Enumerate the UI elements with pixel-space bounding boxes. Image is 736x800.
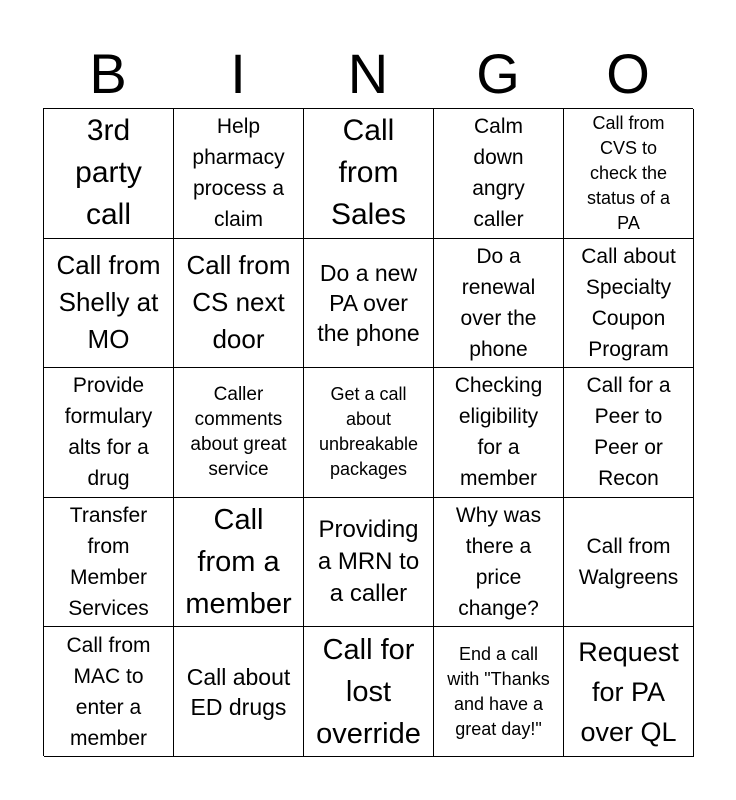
bingo-cell[interactable]	[434, 368, 564, 498]
bingo-cell[interactable]	[564, 498, 694, 628]
bingo-cell[interactable]	[564, 239, 694, 369]
bingo-cell[interactable]	[44, 239, 174, 369]
bingo-cell[interactable]	[564, 627, 694, 757]
cell-text: Call about ED drugs	[186, 663, 291, 720]
bingo-cell[interactable]	[44, 368, 174, 498]
bingo-cell[interactable]	[434, 498, 564, 628]
bingo-cell[interactable]	[174, 368, 304, 498]
cell-text: Call about Specialty Coupon Program	[581, 244, 676, 361]
cell-text: Providing a MRN to a caller	[317, 516, 420, 608]
bingo-cell[interactable]	[174, 239, 304, 369]
header-letter-g: G	[476, 42, 520, 105]
cell-text: Why was there a price change?	[455, 504, 542, 621]
bingo-cell[interactable]	[174, 109, 304, 239]
cell-text: 3rd party call	[75, 114, 142, 232]
cell-text: Call from MAC to enter a member	[66, 633, 151, 750]
bingo-cell[interactable]	[174, 498, 304, 628]
header-letter-o: O	[606, 42, 650, 105]
cell-text: Call for lost override	[316, 633, 421, 750]
bingo-cell[interactable]	[44, 109, 174, 239]
bingo-cell[interactable]	[44, 627, 174, 757]
cell-text: Help pharmacy process a claim	[192, 115, 285, 232]
cell-text: Provide formulary alts for a drug	[64, 374, 153, 491]
bingo-cell[interactable]	[434, 239, 564, 369]
bingo-cell[interactable]	[304, 498, 434, 628]
cell-text: Call from CVS to check the status of a PA	[586, 112, 671, 233]
cell-text: Do a new PA over the phone	[317, 259, 420, 346]
bingo-board	[43, 108, 693, 756]
cell-text: Get a call about unbreakable packages	[318, 384, 419, 480]
bingo-cell[interactable]	[44, 498, 174, 628]
bingo-cell[interactable]	[434, 627, 564, 757]
cell-text: End a call with "Thanks and have a great day!"	[447, 643, 550, 739]
cell-text: Call from a member	[185, 504, 292, 621]
cell-text: Call from CS next door	[186, 250, 291, 355]
bingo-cell[interactable]	[304, 239, 434, 369]
bingo-cell[interactable]	[564, 109, 694, 239]
cell-text: Do a renewal over the phone	[460, 244, 537, 361]
cell-text: Call from Walgreens	[578, 535, 679, 590]
header-letter-b: B	[89, 42, 127, 105]
bingo-cell[interactable]	[434, 109, 564, 239]
cell-text: Call from Shelly at MO	[56, 250, 161, 355]
cell-text: Transfer from Member Services	[68, 504, 149, 621]
bingo-cell[interactable]	[174, 627, 304, 757]
cell-text: Checking eligibility for a member	[454, 374, 543, 491]
cell-text: Caller comments about great service	[190, 384, 287, 481]
bingo-cell[interactable]	[564, 368, 694, 498]
header-letter-n: N	[347, 42, 389, 105]
cell-text: Calm down angry caller	[472, 115, 525, 232]
bingo-header	[43, 40, 693, 108]
bingo-cell[interactable]	[304, 109, 434, 239]
cell-text: Call for a Peer to Peer or Recon	[586, 374, 671, 491]
cell-text: Request for PA over QL	[578, 636, 679, 747]
header-letter-i: I	[230, 42, 246, 105]
bingo-cell[interactable]	[304, 627, 434, 757]
cell-text: Call from Sales	[330, 114, 407, 232]
bingo-cell[interactable]	[304, 368, 434, 498]
